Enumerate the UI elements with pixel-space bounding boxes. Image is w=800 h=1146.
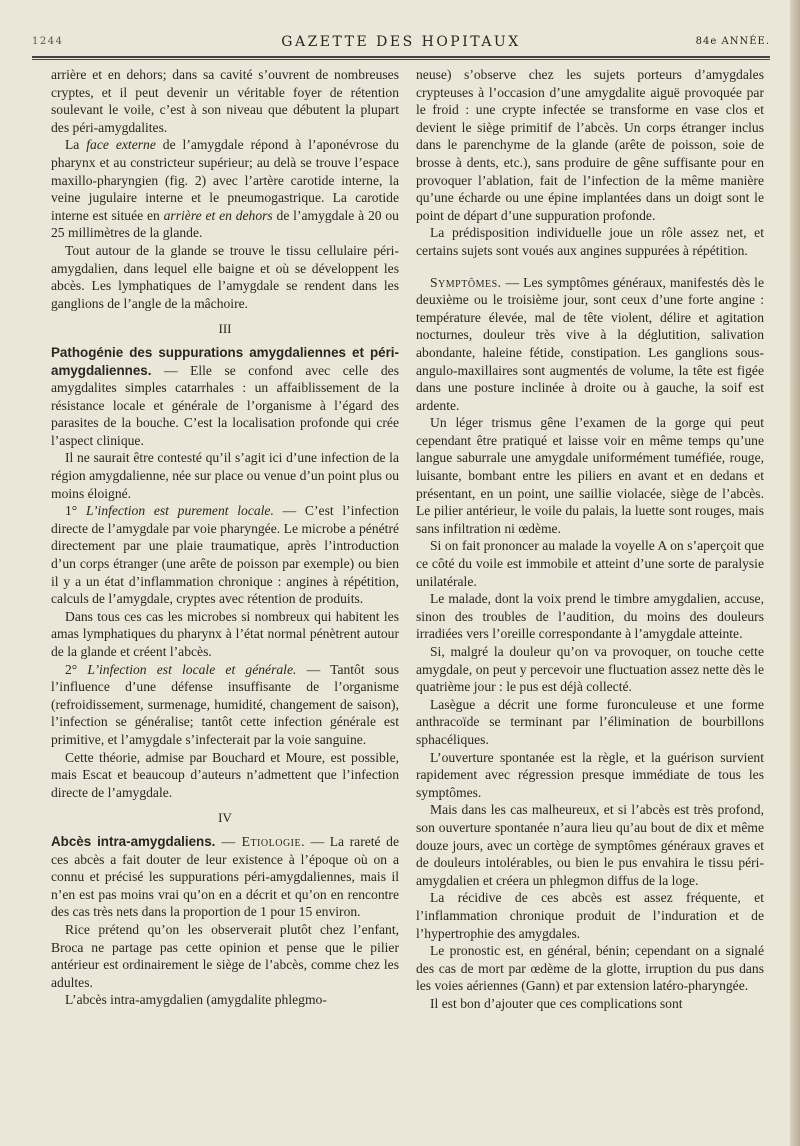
subheading: Symptômes. (430, 274, 502, 290)
paragraph: La récidive de ces abcès est assez fréquente, et l’inflammation chronique produit de l’induration et de l’hypertrophie des amygdales. (416, 890, 764, 941)
paragraph: L’ouverture spontanée est la règle, et la guérison survient rapidement avec régression presque immédiate de tous les symptômes. (416, 749, 764, 800)
paragraph: Si on fait prononcer au malade la voyelle A on s’aperçoit que ce côté du voile est immobile et atteint d’une sorte de paralysie unilatérale. (416, 538, 764, 589)
paragraph: Le pronostic est, en général, bénin; cependant on a signalé des cas de mort par œdème de la glotte, irruption du pus dans les voies aériennes (Gann) et par extension latéro-pharyngée. (416, 943, 764, 994)
paragraph: L’abcès intra-amygdalien (amygdalite phlegmo- (65, 992, 327, 1008)
paragraph: Rice prétend qu’on les observerait plutôt chez l’enfant, Broca ne partage pas cette opinion et pense que le pilier antérieur est ordinairement le siège de l’abcès, comme chez les adultes. (51, 921, 399, 990)
page-header (32, 30, 770, 56)
left-column (51, 66, 399, 1009)
year-label: 84e ANNÉE. (695, 36, 770, 47)
page-number: 1244 (32, 36, 64, 47)
paragraph: Le malade, dont la voix prend le timbre amygdalien, accuse, sinon des troubles de l’audition, du moins des douleurs irradiées vers l’oreille correspondante à l’amygdale atteinte. (416, 591, 764, 642)
section-heading: Abcès intra-amygdaliens. (51, 833, 216, 849)
paragraph: arrière et en dehors; dans sa cavité s’ouvrent de nombreuses cryptes, et il peut devenir un véritable foyer de rétention soulevant le voile, c’est à son niveau que débutent la plupart des péri-amygdalites. (51, 67, 399, 135)
paragraph: Tout autour de la glande se trouve le tissu cellulaire péri-amygdalien, dans lequel elle baigne et où se développent les abcès. Les lymphatiques de l’amygdale se rendent dans les ganglions de l’angle de la mâchoire. (51, 242, 399, 311)
subheading: — Etiologie. (215, 833, 305, 849)
section-number: III (218, 321, 232, 337)
paragraph: Un léger trismus gêne l’examen de la gorge qui peut cependant être pratiqué et laisse voir en même temps qu’une langue saburrale une amygdale uniformément tuméfiée, rouge, luisante, bombant entre les piliers en avant et en dedans et présentant, en un point, une saillie violacée, siège de l’abcès. Le pilier antérieur, le voile du palais, la luette sont rouges, mais sans infiltration ni œdème. (416, 415, 764, 536)
header-rule (32, 56, 770, 60)
paragraph: Dans tous ces cas les microbes si nombreux qui habitent les amas lymphatiques du pharynx à l’état normal pénètrent autour de la glande et créent l’abcès. (51, 608, 399, 659)
publication-title: GAZETTE DES HOPITAUX (281, 34, 521, 50)
paragraph: neuse) s’observe chez les sujets porteurs d’amygdales crypteuses à l’occasion d’une amygdalite aiguë provoquée par le froid : une crypte infectée se transforme en vase clos et devient le siège primitif de l’abcès. Un corps étranger inclus dans le parenchyme de la glande (arête de poisson, soie de brosse à dents, etc.), sans produire de gêne suffisante pour en provoquer l’ablation, fait de l’infection de la même manière qu’une écharde ou une épine implantées dans un doigt sont le point de départ d’une suppuration profonde. (416, 67, 764, 223)
right-column (416, 66, 764, 1012)
paragraph: La prédisposition individuelle joue un rôle assez net, et certains sujets sont voués aux angines suppurées à répétition. (416, 225, 764, 258)
paragraph: 1° L’infection est purement locale. — C’est l’infection directe de l’amygdale par voie pharyngée. Le microbe a pénétré directement par une plaie traumatique, après l’introduction d’un corps étranger (une arête de poisson par exemple) ou bien il y a un état d’inflammation chronique : angines à répétition, calculs de l’amygdale, cryptes avec rétention de produits. (51, 503, 399, 607)
paragraph: Si, malgré la douleur qu’on va provoquer, on touche cette amygdale, on peut y percevoir une fluctuation assez nette dès le quatrième jour : le pus est déjà collecté. (416, 644, 764, 695)
paragraph: Lasègue a décrit une forme furonculeuse et une forme anthracoïde se terminant par l’élimination de bourbillons sphacéliques. (416, 696, 764, 747)
paragraph: Il est bon d’ajouter que ces complications sont (430, 995, 683, 1011)
paragraph: La face externe de l’amygdale répond à l’aponévrose du pharynx et au constricteur supérieur; au delà se trouve l’espace maxillo-pharyngien (fig. 2) avec l’artère carotide interne, la veine jugulaire interne et le pneumogastrique. La carotide interne est située en arrière et en dehors de l’amygdale à 20 ou 25 millimètres de la glande. (51, 137, 399, 241)
emphasis: face externe (86, 137, 156, 153)
section-heading: Pathogénie des suppurations amygdaliennes et péri-amygdaliennes. (51, 344, 399, 378)
paragraph: Cette théorie, admise par Bouchard et Moure, est possible, mais Escat et beaucoup d’auteurs n’admettent que l’infection directe de l’amygdale. (51, 749, 399, 800)
emphasis: L’infection est locale et générale. (87, 661, 297, 677)
paragraph: 2° L’infection est locale et générale. — Tantôt sous l’influence d’une défense insuffisante de l’organisme (refroidissement, surmenage, humidité, changement de saison), l’infection se généralise; tantôt cette infection générale est primitive, et l’amygdale s’infecterait par la voie sanguine. (51, 661, 399, 747)
paragraph: Mais dans les cas malheureux, et si l’abcès est très profond, son ouverture spontanée n’aura lieu qu’au bout de dix et même douze jours, avec un cortège de symptômes généraux graves et de douleurs intolérables, ou bien le pus envahira le tissu péri-amygdalien et créera un phlegmon diffus de la loge. (416, 802, 764, 888)
emphasis: arrière et en dehors (163, 207, 273, 223)
paragraph: Pathogénie des suppurations amygdaliennes et péri-amygdaliennes. — Elle se confond avec celle des amygdalites simples catarrhales : un affaiblissement de la résistance locale et générale de l’organisme à l’égard des parasites de la bouche. C’est la localisation profonde qui crée l’aspect clinique. (51, 344, 399, 448)
paragraph: Il ne saurait être contesté qu’il s’agit ici d’une infection de la région amygdalienne, née sur place ou venue d’un point plus ou moins éloigné. (51, 450, 399, 501)
section-number: IV (218, 810, 232, 826)
emphasis: L’infection est purement locale. (85, 503, 274, 519)
page-edge-shadow (790, 0, 800, 1146)
paragraph: Symptômes. — Les symptômes généraux, manifestés dès le deuxième ou le troisième jour, sont ceux d’une forte angine : température élevée, mal de tête violent, délire et agitation nocturnes, douleur très vive à la déglutition, salivation abondante, haleine fétide, constipation. Les ganglions sous-angulo-maxillaires sont augmentés de volume, la tête est figée dans une posture inclinée à droite ou à gauche, la soif est ardente. (416, 274, 764, 413)
paragraph: Abcès intra-amygdaliens. — Etiologie. — La rareté de ces abcès a fait douter de leur existence à l’époque où on a connu et précisé les suppurations péri-amygdaliennes, mais il n’en est pas moins vrai qu’on en a décrit et qu’on en rencontre des cas très nets dans la proportion de 1 pour 15 environ. (51, 833, 399, 920)
